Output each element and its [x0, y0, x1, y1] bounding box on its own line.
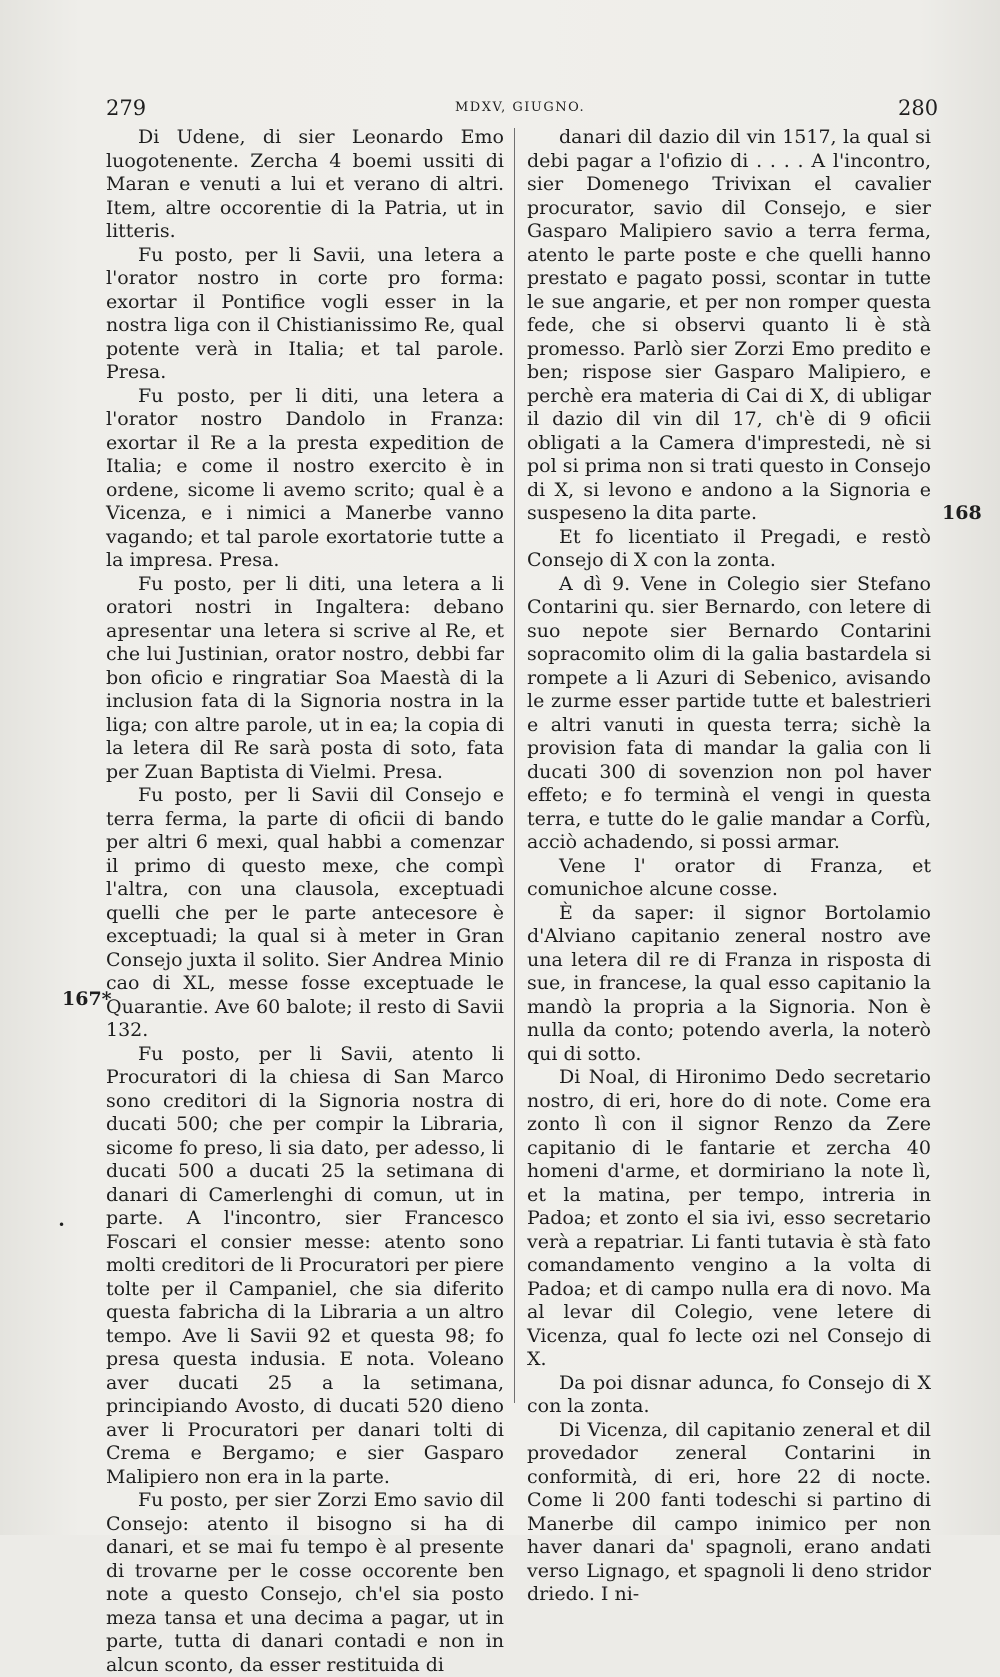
paragraph: Fu posto, per li Savii, una letera a l'orator nostro in corte pro forma: exortar il Pontifice vogli esser in la nostra liga con il Chistianissimo Re, qual potente verà in Italia; et tal parole. Presa.: [106, 243, 504, 383]
paragraph: Fu posto, per li diti, una letera a li oratori nostri in Ingaltera: debano apresentar una letera si scrive al Re, et che lui Justinian, orator nostro, debbi far bon oficio e ringratiar Soa Maestà di la inclusion fata di la Signoria nostra in la liga; con altre parole, ut in ea; la copia di la letera dil Re sarà posta di soto, fata per Zuan Baptista di Vielmi. Presa.: [106, 572, 504, 783]
left-column: [106, 126, 504, 1677]
paragraph: Fu posto, per li Savii, atento li Procuratori di la chiesa di San Marco sono creditori di la Signoria nostra di ducati 500; che per compir la Libraria, sicome fo preso, li sia dato, per adesso, li ducati 500 a ducati 25 la setimana di danari di Camerlenghi di comun, ut in parte. A l'incontro, sier Francesco Foscari el consier messe: atento sono molti creditori de li Procuratori per piere tolte per il Campaniel, che sia diferito questa fabricha di la Libraria a un altro tempo. Ave li Savii 92 et questa 98; fo presa questa indusia. E nota. Voleano aver ducati 25 a la setimana, principiando Avosto, di ducati 520 dieno aver li Procuratori per danari tolti di Crema e Bergamo; e sier Gasparo Malipiero non era in la parte.: [106, 1042, 504, 1488]
paragraph: A dì 9. Vene in Colegio sier Stefano Contarini qu. sier Bernardo, con letere di suo nepote sier Bernardo Contarini sopracomito olim di la galia bastardela si rompete a li Azuri di Sebenico, avisando le zurme esser partide tutte et balestrieri e altri vanuti in questa terra; sichè la provision fata di mandar la galia con li ducati 300 di sovenzion non pol haver effeto; e fo terminà el vengi in questa terra, e tutte do le galie mandar a Corfù, acciò achadendo, si possi armar.: [527, 572, 931, 853]
page-number-left: 279: [106, 96, 147, 120]
margin-note-right: 168: [942, 502, 982, 524]
paragraph: Di Udene, di sier Leonardo Emo luogotenente. Zercha 4 boemi ussiti di Maran e venuti a lui et verano di altri. Item, altre occorentie di la Patria, ut in litteris.: [106, 126, 504, 242]
paragraph: Vene l' orator di Franza, et comunichoe alcune cosse.: [527, 854, 931, 900]
paragraph: Fu posto, per li diti, una letera a l'orator nostro Dandolo in Franza: exortar il Re a la presta expedition de Italia; e come il nostro exercito è in ordene, sicome li avemo scrito; qual è a Vicenza, e i nimici a Manerbe vanno vagando; et tal parole exortatorie tutte a la impresa. Presa.: [106, 384, 504, 571]
paragraph: danari dil dazio dil vin 1517, la qual si debi pagar a l'ofizio di . . . . A l'incontro, sier Domenego Trivixan el cavalier procurator, savio dil Consejo, e sier Gasparo Malipiero savio a terra ferma, atento le parte poste e che quelli hanno prestato e pagato possi, scontar in tutte le sue angarie, et per non romper questa fede, che si observi quanto li è stà promesso. Parlò sier Zorzi Emo predito e ben; rispose sier Gasparo Malipiero, e perchè era materia di Cai di X, di ubligar il dazio dil vin dil 17, ch'è di 9 oficii obligati a la Camera d'imprestedi, nè si pol si prima non si trati questo in Consejo di X, si levono e andono a la Signoria e suspeseno la dita parte.: [527, 126, 931, 524]
paragraph: È da saper: il signor Bortolamio d'Alviano capitanio zeneral nostro ave una letera dil re di Franza in risposta di sue, in francese, la qual esso capitanio la mandò la propria a la Signoria. Non è nulla da conto; potendo averla, la noterò qui di sotto.: [527, 901, 931, 1065]
page-number-right: 280: [898, 96, 939, 120]
right-column: [527, 126, 931, 1607]
running-title: MDXV, GIUGNO.: [455, 100, 586, 115]
paragraph: Et fo licentiato il Pregadi, e restò Consejo di X con la zonta.: [527, 525, 931, 571]
margin-dot: •: [58, 1218, 66, 1232]
paragraph: Di Vicenza, dil capitanio zeneral et dil provedador zeneral Contarini in conformità, di eri, hore 22 di nocte. Come li 200 fanti todeschi si partino di Manerbe dil campo inimico per non haver danari da' spagnoli, erano andati verso Lignago, et spagnoli li deno stridor driedo. I ni-: [527, 1418, 931, 1605]
paragraph: Da poi disnar adunca, fo Consejo di X con la zonta.: [527, 1371, 931, 1417]
margin-note-left: 167*: [62, 988, 112, 1010]
column-divider: [514, 128, 515, 1403]
page-header: [0, 96, 1000, 120]
paragraph: Di Noal, di Hironimo Dedo secretario nostro, di eri, hore do di note. Come era zonto lì con il signor Renzo da Zere capitanio di le fantarie et zercha 40 homeni d'arme, et dormiriano la note lì, et la matina, per tempo, intreria in Padoa; et zonto el sia ivi, esso secretario verà a repatriar. Li fanti tutavia è stà fato comandamento vengino a la volta di Padoa; et di campo nulla era di novo. Ma al levar dil Colegio, vene letere di Vicenza, qual fo lecte ozi nel Consejo di X.: [527, 1066, 931, 1370]
paragraph: Fu posto, per li Savii dil Consejo e terra ferma, la parte di oficii di bando per altri 6 mexi, qual habbi a comenzar il primo di questo mexe, che compì l'altra, con una clausola, exceptuadi quelli che per le parte antecesore è exceptuadi; la qual si à meter in Gran Consejo juxta il solito. Sier Andrea Minio cao di XL, messe fosse exceptuade le Quarantie. Ave 60 balote; il resto di Savii 132.: [106, 784, 504, 1041]
paragraph: Fu posto, per sier Zorzi Emo savio dil Consejo: atento il bisogno si ha di danari, et se mai fu tempo è al presente di trovarne per le cosse occorente ben note a questo Consejo, ch'el sia posto meza tansa et una decima a pagar, ut in parte, tutta di danari contadi e non in alcun sconto, da esser restituida di: [106, 1489, 504, 1676]
